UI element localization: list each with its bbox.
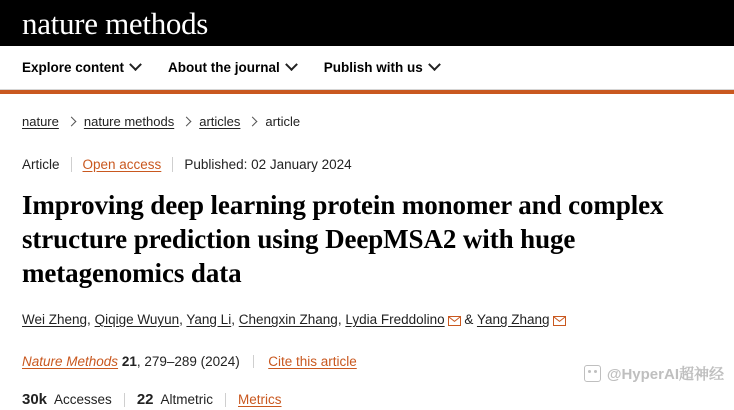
open-access-link[interactable]: Open access [82,157,162,172]
author-wei-zheng[interactable]: Wei Zheng [22,312,88,328]
breadcrumb-item-articles[interactable]: articles [199,114,241,129]
citation-line [22,354,712,369]
envelope-icon[interactable] [448,312,461,332]
accesses-label: Accesses [54,392,112,408]
accesses-count: 30k [22,391,48,409]
altmetric-label: Altmetric [160,392,214,408]
author-separator: , [231,312,235,328]
author-separator: , [87,312,91,328]
nav-item-publish-with-us[interactable] [324,60,439,75]
nav-item-about-the-journal[interactable] [168,60,296,75]
citation-pages: , 279–289 (2024) [136,354,240,370]
metrics-link[interactable]: Metrics [238,392,282,408]
article-meta [22,157,712,172]
chevron-down-icon [428,58,441,71]
author-qiqige-wuyun[interactable]: Qiqige Wuyun [94,312,180,328]
nav-label: Explore content [22,60,125,75]
chevron-right-icon [182,117,192,127]
journal-name-link[interactable]: Nature Methods [22,354,119,370]
author-chengxin-zhang[interactable]: Chengxin Zhang [238,312,338,328]
divider [253,355,254,368]
article-metrics [22,391,712,408]
page-title: Improving deep learning protein monomer and complex structure prediction using DeepMSA2 with huge metagenomics data [22,190,664,289]
chevron-right-icon [248,117,258,127]
envelope-icon[interactable] [553,312,566,332]
nav-label: About the journal [168,60,280,75]
author-separator: , [179,312,183,328]
chevron-down-icon [129,58,142,71]
nav-item-explore-content[interactable] [22,60,140,75]
author-yang-li[interactable]: Yang Li [186,312,232,328]
divider [225,393,226,407]
author-separator: , [337,312,342,328]
author-list [22,310,712,332]
chevron-down-icon [285,58,298,71]
watermark-text: @HyperAI超神经 [606,366,724,383]
breadcrumb-item-article: article [265,114,301,129]
altmetric-count: 22 [136,391,154,409]
cite-this-article-link[interactable]: Cite this article [268,354,357,370]
author-last-separator: & [464,312,474,328]
breadcrumb-item-nature[interactable]: nature [22,114,59,129]
article-type: Article [22,157,72,172]
site-masthead [0,0,734,46]
breadcrumb [22,94,712,129]
author-lydia-freddolino[interactable]: Lydia Freddolino [345,312,445,328]
journal-logo[interactable]: nature methods [22,5,209,41]
main-navigation [0,46,734,90]
citation-volume: 21 [121,354,137,370]
publication-date: Published: 02 January 2024 [184,157,352,172]
nav-label: Publish with us [323,60,423,75]
chevron-right-icon [66,117,76,127]
author-yang-zhang[interactable]: Yang Zhang [476,312,550,328]
breadcrumb-item-nature-methods[interactable]: nature methods [83,114,175,129]
divider [124,393,125,407]
article-content [0,94,734,408]
